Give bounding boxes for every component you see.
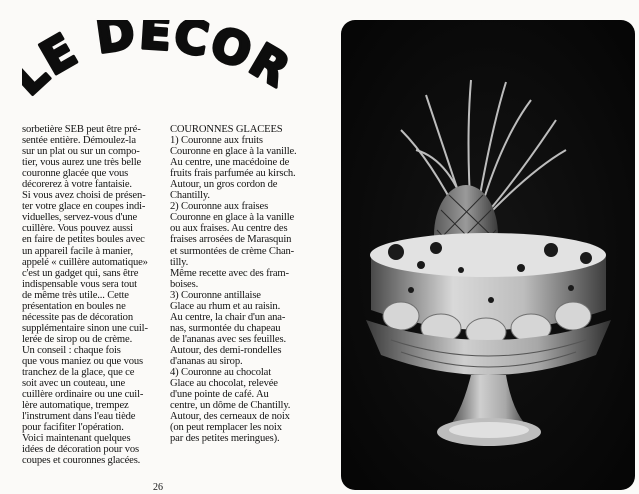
- text-line: en faire de petites boules avec: [22, 234, 145, 246]
- text-line: (on peut remplacer les noix: [170, 422, 282, 434]
- text-line: décorerez à votre fantaisie.: [22, 179, 132, 191]
- text-line: cuillère. Vous pouvez aussi: [22, 223, 133, 235]
- text-line: 3) Couronne antillaise: [170, 289, 261, 301]
- page-number: 26: [153, 482, 163, 493]
- text-line: appelé « cuillère automatique»: [22, 256, 148, 268]
- text-line: Chantilly.: [170, 190, 210, 202]
- text-line: d'une pointe de café. Au: [170, 389, 269, 401]
- text-line: Un conseil : chaque fois: [22, 344, 121, 356]
- text-line: Au centre, la chair d'un ana-: [170, 311, 286, 323]
- text-line: et surmontées de crème Chan-: [170, 245, 295, 257]
- text-line: centre, un dôme de Chantilly.: [170, 400, 291, 412]
- text-line: fraises arrosées de Marasquin: [170, 234, 292, 246]
- text-line: COURONNES GLACEES: [170, 124, 283, 135]
- text-line: Couronne en glace à la vanille.: [170, 146, 297, 158]
- text-line: Autour, des cerneaux de noix: [170, 411, 290, 423]
- text-line: Si vous avez choisi de présen-: [22, 190, 146, 202]
- text-line: boises.: [170, 278, 199, 290]
- text-line: Voici maintenant quelques: [22, 433, 131, 445]
- text-line: 1) Couronne aux fruits: [170, 135, 263, 147]
- text-line: Même recette avec des fram-: [170, 267, 289, 279]
- text-line: coupes et couronnes glacées.: [22, 455, 141, 467]
- right-column: [170, 124, 312, 444]
- text-line: présentation en boules ne: [22, 300, 126, 312]
- text-line: Glace au rhum et au raisin.: [170, 300, 281, 312]
- text-line: Couronne en glace à la vanille: [170, 212, 295, 224]
- text-line: fruits frais parfumée au kirsch.: [170, 168, 296, 180]
- text-line: sorbetière SEB peut être pré-: [22, 124, 141, 135]
- text-line: supplémentaire sinon une cuil-: [22, 322, 148, 334]
- text-line: Glace au chocolat, relevée: [170, 378, 278, 390]
- text-line: couronne glacée que vous: [22, 168, 129, 180]
- text-line: lère automatique, trempez: [22, 400, 129, 412]
- ice-cream-crown-illustration: [341, 20, 635, 490]
- text-line: nas, surmontée du chapeau: [170, 322, 281, 334]
- text-line: 2) Couronne aux fraises: [170, 201, 269, 213]
- text-line: de l'ananas avec ses feuilles.: [170, 333, 286, 345]
- text-line: par des petites meringues).: [170, 433, 280, 445]
- title-text: E DECOR: [31, 20, 301, 99]
- text-line: sentée entière. Démoulez-la: [22, 135, 136, 147]
- left-column: [22, 124, 164, 466]
- text-line: viduelles, servez-vous d'une: [22, 212, 138, 224]
- text-line: idées de décoration pour vos: [22, 444, 140, 456]
- title-art: [22, 20, 312, 120]
- text-line: l'instrument dans l'eau tiède: [22, 411, 136, 423]
- page-title: [22, 20, 312, 120]
- text-line: cuillère ordinaire ou une cuil-: [22, 389, 144, 401]
- text-line: lerée de sirop ou de crème.: [22, 333, 133, 345]
- text-line: que vous maniez ou que vous: [22, 355, 143, 367]
- text-line: un appareil facile à manier,: [22, 245, 133, 257]
- text-line: 4) Couronne au chocolat: [170, 367, 271, 379]
- text-line: nécessite pas de décoration: [22, 311, 133, 323]
- text-line: Autour, des demi-rondelles: [170, 344, 282, 356]
- text-line: d'ananas au sirop.: [170, 355, 243, 367]
- text-line: tranchez de la glace, que ce: [22, 367, 135, 379]
- text-line: ter votre glace en coupes indi-: [22, 201, 146, 213]
- text-line: de même très utile... Cette: [22, 289, 129, 301]
- text-line: soit avec un couteau, une: [22, 378, 126, 390]
- text-line: tilly.: [170, 256, 189, 268]
- text-line: c'est un gadget qui, sans être: [22, 267, 139, 279]
- text-line: Au centre, une macédoine de: [170, 157, 290, 169]
- text-line: indispensable vous sera tout: [22, 278, 137, 290]
- text-line: Autour, un gros cordon de: [170, 179, 278, 191]
- text-line: tier, vous aurez une très belle: [22, 157, 142, 169]
- text-line: ou aux fraises. Au centre des: [170, 223, 288, 235]
- crown-top: [370, 233, 606, 277]
- text-line: sur un plat ou sur un compo-: [22, 146, 140, 158]
- dessert-photo: [341, 20, 635, 490]
- text-line: pour facifiter l'opération.: [22, 422, 124, 434]
